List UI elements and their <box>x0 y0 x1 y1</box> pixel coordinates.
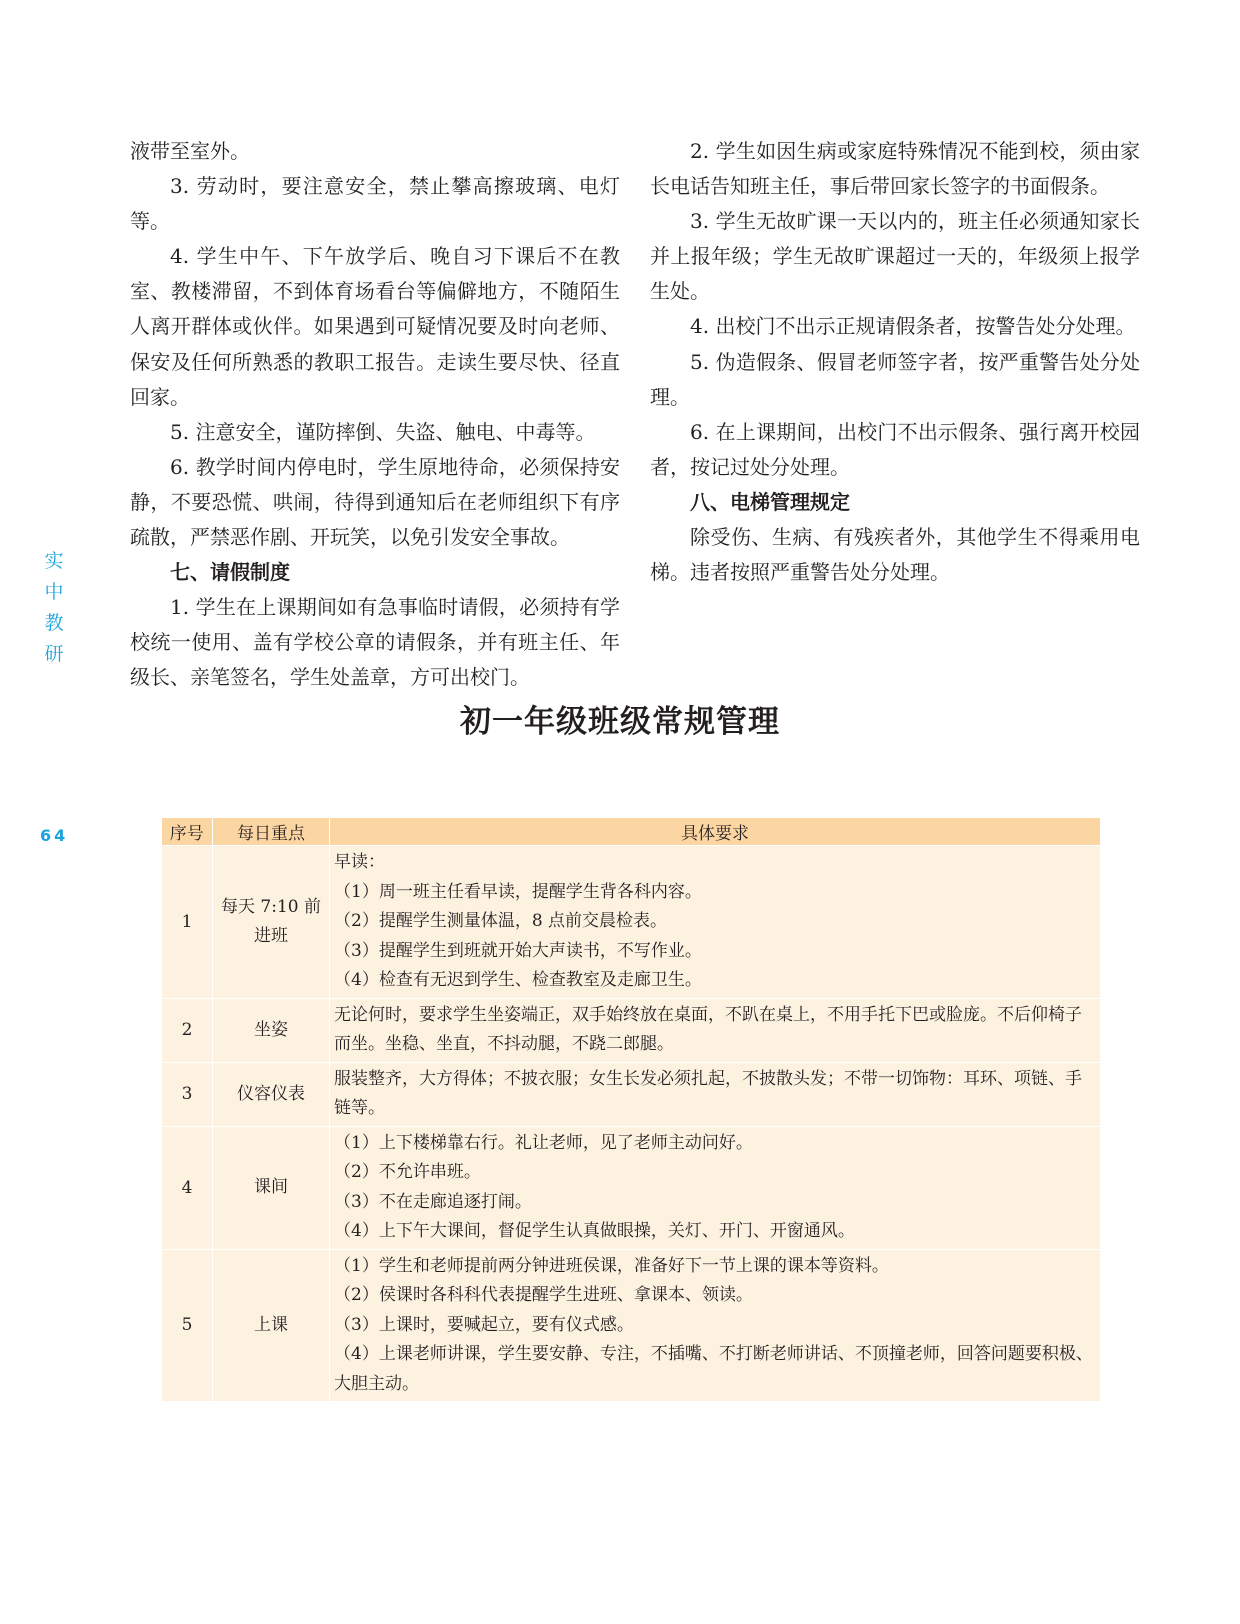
table-header-row <box>162 818 1101 846</box>
requirement-line: 早读： <box>334 852 385 872</box>
requirement-line: 服装整齐，大方得体；不披衣服；女生长发必须扎起，不披散头发；不带一切饰物：耳环、项链、手链等。 <box>334 1068 1082 1118</box>
header-number: 序号 <box>162 818 213 846</box>
row-requirements <box>330 1062 1101 1126</box>
row-focus <box>213 1126 330 1249</box>
row-number: 1 <box>162 846 213 999</box>
paragraph: 3. 劳动时，要注意安全，禁止攀高擦玻璃、电灯等。 <box>130 174 620 234</box>
header-requirements: 具体要求 <box>330 818 1101 846</box>
requirement-line: 无论何时，要求学生坐姿端正，双手始终放在桌面，不趴在桌上，不用手托下巴或脸庞。不后仰椅子而坐。坐稳、坐直，不抖动腿，不跷二郎腿。 <box>334 1004 1082 1054</box>
left-text-column <box>130 134 620 696</box>
row-number: 4 <box>162 1126 213 1249</box>
focus-line: 进班 <box>254 925 288 946</box>
right-text-column <box>650 134 1140 590</box>
table-row <box>162 846 1101 999</box>
paragraph: 除受伤、生病、有残疾者外，其他学生不得乘用电梯。违者按照严重警告处分处理。 <box>650 525 1140 585</box>
side-label-char: 中 <box>44 581 64 603</box>
paragraph: 3. 学生无故旷课一天以内的，班主任必须通知家长并上报年级；学生无故旷课超过一天的，年级须上报学生处。 <box>650 209 1140 304</box>
side-section-label <box>44 546 64 670</box>
row-requirements <box>330 998 1101 1062</box>
table-row <box>162 1126 1101 1249</box>
requirement-line: （2）提醒学生测量体温，8 点前交晨检表。 <box>334 911 668 931</box>
row-focus <box>213 1249 330 1402</box>
table-row <box>162 998 1101 1062</box>
focus-line: 坐姿 <box>254 1019 288 1040</box>
requirement-line: （4）检查有无迟到学生、检查教室及走廊卫生。 <box>334 970 702 990</box>
section-heading: 七、请假制度 <box>170 560 290 585</box>
table-row <box>162 1062 1101 1126</box>
row-number: 5 <box>162 1249 213 1402</box>
row-requirements <box>330 846 1101 999</box>
section-heading: 八、电梯管理规定 <box>690 489 850 514</box>
focus-line: 仪容仪表 <box>237 1083 305 1104</box>
requirement-line: （1）学生和老师提前两分钟进班侯课，准备好下一节上课的课本等资料。 <box>334 1255 889 1276</box>
focus-line: 每天 7:10 前 <box>221 896 321 917</box>
requirement-line: （4）上课老师讲课，学生要安静、专注，不插嘴、不打断老师讲话、不顶撞老师，回答问题要积极、大胆主动。 <box>334 1344 1093 1394</box>
row-number: 2 <box>162 998 213 1062</box>
header-focus: 每日重点 <box>213 818 330 846</box>
paragraph: 4. 出校门不出示正规请假条者，按警告处分处理。 <box>690 314 1136 339</box>
paragraph: 2. 学生如因生病或家庭特殊情况不能到校，须由家长电话告知班主任，事后带回家长签字的书面假条。 <box>650 139 1140 199</box>
paragraph: 6. 教学时间内停电时，学生原地待命，必须保持安静，不要恐慌、哄闹，待得到通知后在老师组织下有序疏散，严禁恶作剧、开玩笑，以免引发安全事故。 <box>130 454 620 550</box>
side-label-char: 教 <box>44 612 64 634</box>
page-number: 64 <box>40 826 69 845</box>
requirement-line: （3）不在走廊追逐打闹。 <box>334 1191 532 1212</box>
row-requirements <box>330 1126 1101 1249</box>
side-label-char: 研 <box>44 643 64 665</box>
section-title: 初一年级班级常规管理 <box>460 704 780 740</box>
row-number: 3 <box>162 1062 213 1126</box>
paragraph: 1. 学生在上课期间如有急事临时请假，必须持有学校统一使用、盖有学校公章的请假条，并有班主任、年级长、亲笔签名，学生处盖章，方可出校门。 <box>130 595 620 690</box>
paragraph: 6. 在上课期间，出校门不出示假条、强行离开校园者，按记过处分处理。 <box>650 419 1140 479</box>
class-rules-table <box>161 818 1101 1402</box>
requirement-line: （1）周一班主任看早读，提醒学生背各科内容。 <box>334 881 702 902</box>
row-focus <box>213 846 330 999</box>
side-label-char: 实 <box>44 550 64 572</box>
focus-line: 上课 <box>254 1314 288 1335</box>
requirement-line: （3）上课时，要喊起立，要有仪式感。 <box>334 1314 634 1335</box>
requirement-line: （4）上下午大课间，督促学生认真做眼操，关灯、开门、开窗通风。 <box>334 1221 855 1241</box>
requirement-line: （2）侯课时各科科代表提醒学生进班、拿课本、领读。 <box>334 1285 753 1305</box>
paragraph-continued: 液带至室外。 <box>130 139 250 163</box>
row-requirements <box>330 1249 1101 1402</box>
table-row <box>162 1249 1101 1402</box>
paragraph: 4. 学生中午、下午放学后、晚自习下课后不在教室、教楼滞留，不到体育场看台等偏僻地方，不随陌生人离开群体或伙伴。如果遇到可疑情况要及时向老师、保安及任何所熟悉的教职工报告。走读生要尽快、径直回家。 <box>130 244 620 409</box>
requirement-line: （2）不允许串班。 <box>334 1162 481 1182</box>
requirement-line: （1）上下楼梯靠右行。礼让老师，见了老师主动问好。 <box>334 1132 753 1153</box>
row-focus <box>213 998 330 1062</box>
requirement-line: （3）提醒学生到班就开始大声读书，不写作业。 <box>334 940 702 961</box>
focus-line: 课间 <box>254 1177 288 1197</box>
paragraph: 5. 注意安全，谨防摔倒、失盗、触电、中毒等。 <box>170 419 596 444</box>
row-focus <box>213 1062 330 1126</box>
paragraph: 5. 伪造假条、假冒老师签字者，按严重警告处分处理。 <box>650 349 1140 409</box>
